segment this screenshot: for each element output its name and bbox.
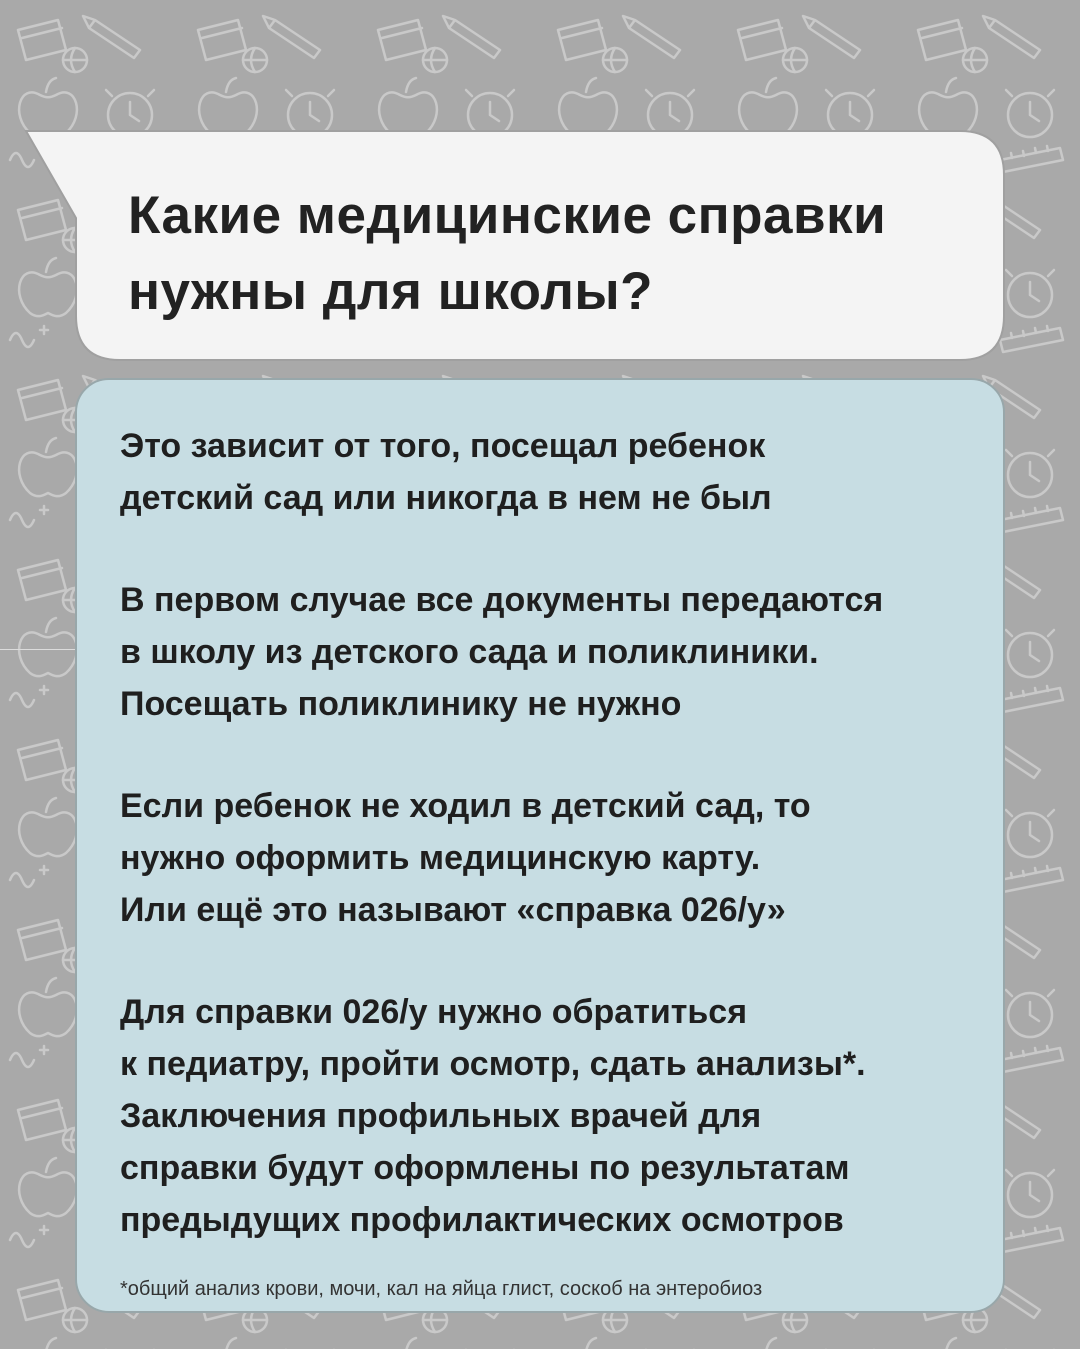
paragraph-line: Это зависит от того, посещал ребенок (120, 427, 766, 465)
paragraph-line: нужно оформить медицинскую карту. (120, 839, 761, 877)
title-line: Какие медицинские справки (128, 186, 887, 245)
paragraph-line: Посещать поликлинику не нужно (120, 685, 682, 723)
paragraph-line: Заключения профильных врачей для (120, 1097, 762, 1135)
page-title (128, 178, 988, 330)
paragraph-kindergarten (120, 574, 980, 730)
paragraph-line: в школу из детского сада и поликлиники. (120, 633, 819, 671)
paragraph-line: справки будут оформлены по результатам (120, 1149, 850, 1187)
side-divider-line (0, 649, 75, 650)
paragraph-no-kindergarten (120, 780, 980, 936)
paragraph-line: Если ребенок не ходил в детский сад, то (120, 787, 811, 825)
paragraph-line: Для справки 026/у нужно обратиться (120, 993, 748, 1031)
footnote: *общий анализ крови, мочи, кал на яйца глист, соскоб на энтеробиоз (120, 1278, 763, 1300)
paragraph-line: предыдущих профилактических осмотров (120, 1201, 844, 1239)
paragraph-line: В первом случае все документы передаются (120, 581, 884, 619)
paragraph-intro (120, 420, 980, 524)
paragraph-line: детский сад или никогда в нем не был (120, 479, 772, 517)
paragraph-line: Или ещё это называют «справка 026/у» (120, 891, 786, 929)
title-line: нужны для школы? (128, 262, 654, 321)
paragraph-line: к педиатру, пройти осмотр, сдать анализы*. (120, 1045, 866, 1083)
paragraph-form-026 (120, 986, 980, 1246)
